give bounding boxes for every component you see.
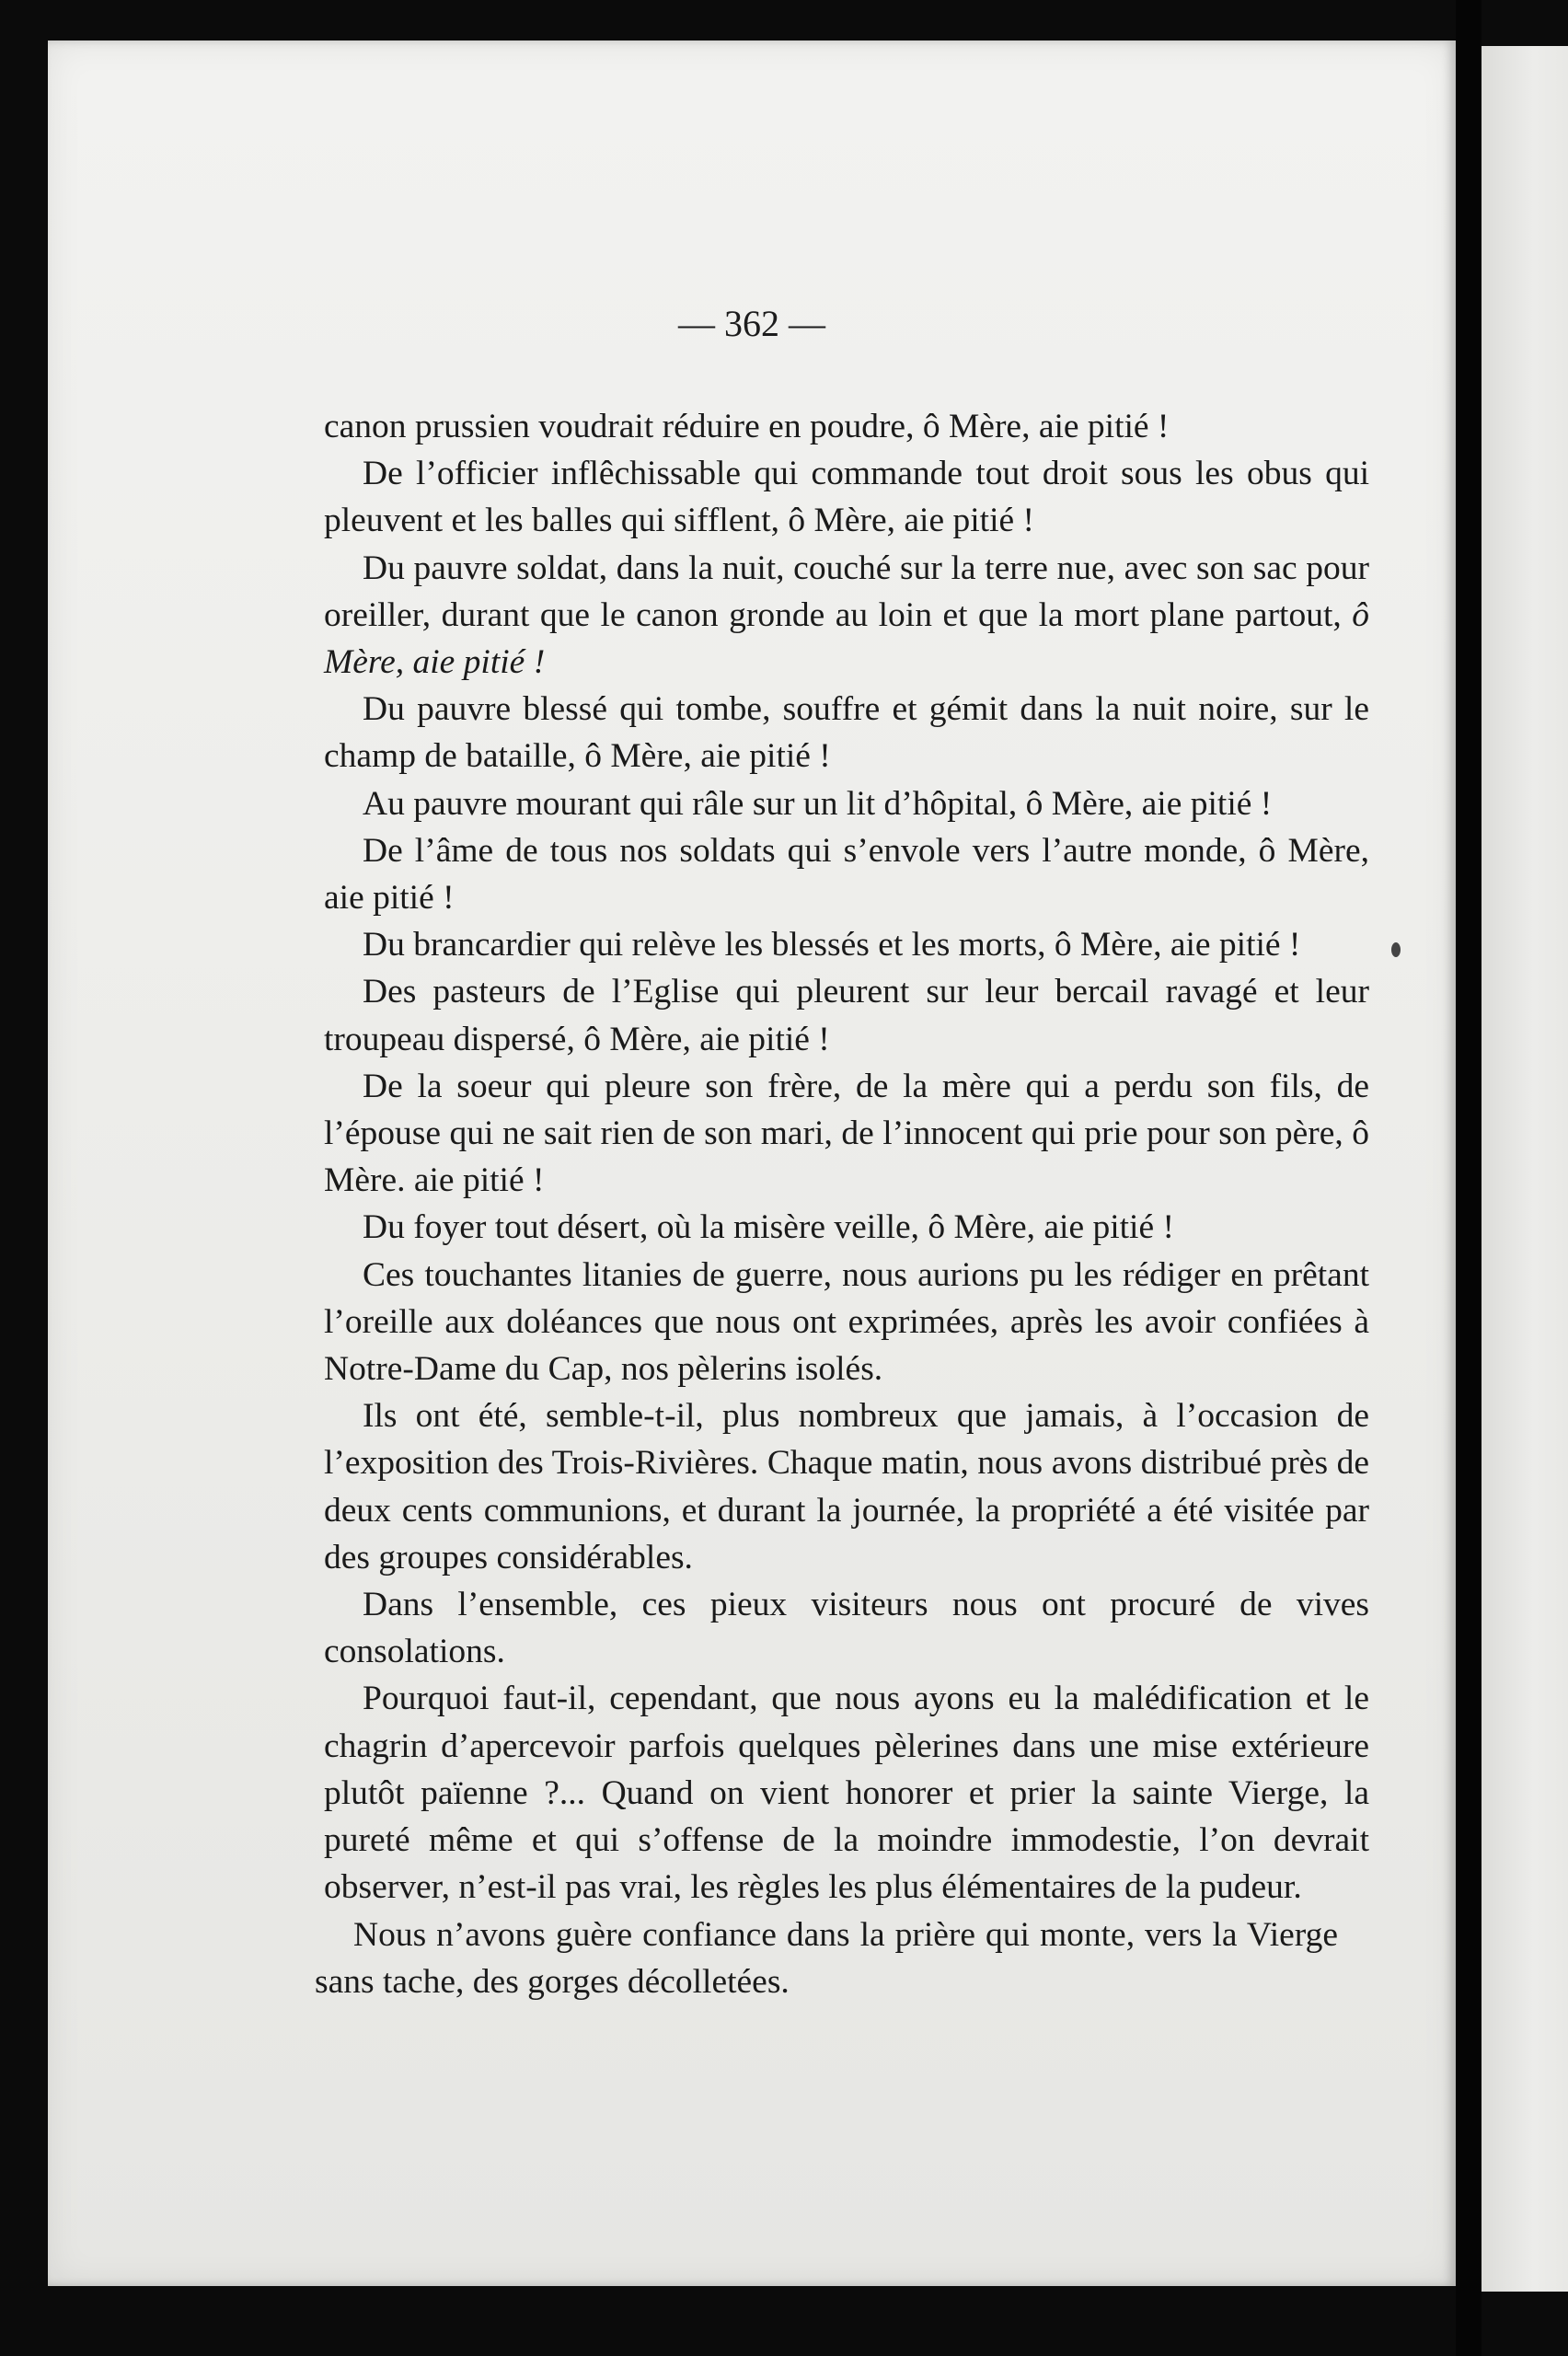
paragraph-2: De l’officier inflêchissable qui commande tout droit sous les obus qui pleuvent et les balles qui sifflent, ô Mère, aie pitié ! (324, 455, 1369, 540)
paragraph-10: Du foyer tout désert, où la misère veille, ô Mère, aie pitié ! (363, 1208, 1174, 1247)
body-text (315, 403, 1370, 2005)
paragraph-4: Du pauvre blessé qui tombe, souffre et gémit dans la nuit noire, sur le champ de bataille, ô Mère, aie pitié ! (324, 690, 1369, 776)
paragraph-14: Pourquoi faut-il, cependant, que nous ayons eu la malédification et le chagrin d’apercevoir parfois quelques pèlerines dans une mise extérieure plutôt païenne ?... Quand on vient honorer et prier la sainte Vierge, la pureté même et qui s’offense de la moindre immodestie, l’on devrait observer, n’est-il pas vrai, les règles les plus élémentaires de la pudeur. (324, 1680, 1369, 1907)
scanned-page (48, 40, 1456, 2286)
paragraph-9: De la soeur qui pleure son frère, de la mère qui a perdu son fils, de l’épouse qui ne sait rien de son mari, de l’innocent qui prie pour son père, ô Mère. aie pitié ! (324, 1067, 1369, 1200)
paragraph-15: Nous n’avons guère confiance dans la prière qui monte, vers la Vierge sans tache, des gorges décolletées. (315, 1915, 1338, 2001)
paragraph-3-text: Du pauvre soldat, dans la nuit, couché sur la terre nue, avec son sac pour oreiller, durant que le canon gronde au loin et que la mort plane partout, (324, 549, 1369, 634)
print-speck (1391, 942, 1401, 957)
paragraph-1: canon prussien voudrait réduire en poudre, ô Mère, aie pitié ! (324, 408, 1170, 445)
adjacent-page-edge (1482, 46, 1568, 2292)
paragraph-5: Au pauvre mourant qui râle sur un lit d’hôpital, ô Mère, aie pitié ! (363, 784, 1273, 823)
paragraph-8: Des pasteurs de l’Eglise qui pleurent sur leur bercail ravagé et leur troupeau dispersé, ô Mère, aie pitié ! (324, 973, 1369, 1058)
paragraph-12: Ils ont été, semble-t-il, plus nombreux que jamais, à l’occasion de l’exposition des Trois-Rivières. Chaque matin, nous avons distribué près de deux cents communions, et durant la journée, la propriété a été visitée par des groupes considérables. (324, 1397, 1369, 1576)
paragraph-6: De l’âme de tous nos soldats qui s’envole vers l’autre monde, ô Mère, aie pitié ! (324, 831, 1369, 918)
page-number: — 362 — (678, 303, 825, 344)
paragraph-3-italic: ô Mère, aie pitié ! (324, 595, 1370, 682)
paragraph-13: Dans l’ensemble, ces pieux visiteurs nous ont procuré de vives consolations. (324, 1586, 1369, 1671)
paragraph-3 (324, 545, 1369, 687)
paragraph-11: Ces touchantes litanies de guerre, nous aurions pu les rédiger en prêtant l’oreille aux doléances que nous ont exprimées, après les avoir confiées à Notre-Dame du Cap, nos pèlerins isolés. (324, 1255, 1369, 1389)
paragraph-7: Du brancardier qui relève les blessés et les morts, ô Mère, aie pitié ! (363, 926, 1301, 964)
book-gutter (1456, 0, 1482, 2356)
